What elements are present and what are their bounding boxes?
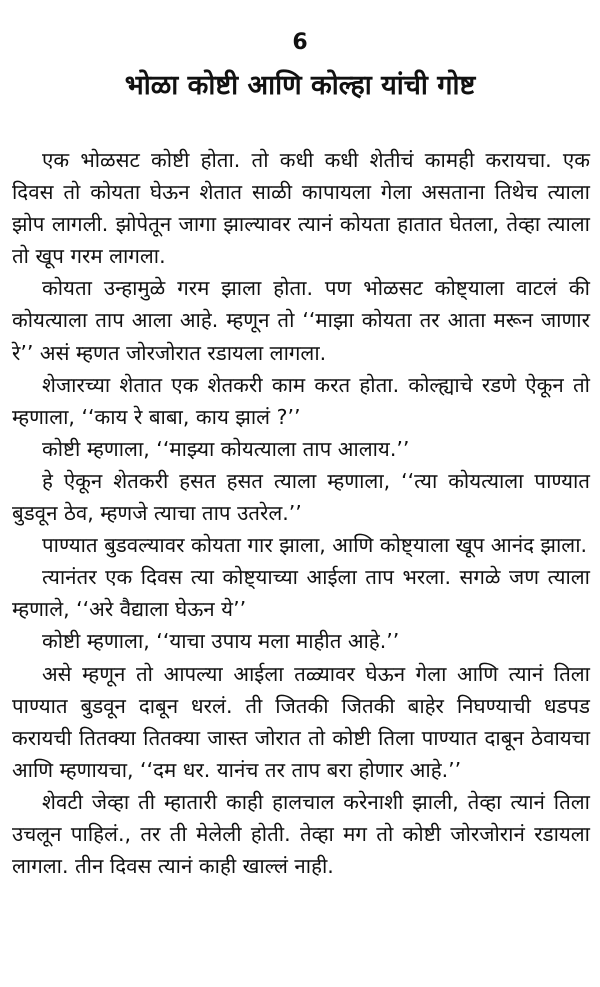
paragraph: कोष्टी म्हणाला, ‘‘माझ्या कोयत्याला ताप आलाय.’’ <box>42 436 410 461</box>
paragraph: कोयता उन्हामुळे गरम झाला होता. पण भोळसट कोष्ट्याला वाटलं की कोयत्याला ताप आला आहे. म्हणून तो ‘‘माझा कोयता तर आता मरून जाणार रे’’ असं म्हणत जोरजोरात रडायला लागला. <box>12 276 590 365</box>
paragraph: शेवटी जेव्हा ती म्हातारी काही हालचाल करेनाशी झाली, तेव्हा त्यानं तिला उचलून पाहिलं., तर ती मेलेली होती. तेव्हा मग तो कोष्टी जोरजोरानं रडायला लागला. तीन दिवस त्यानं काही खाल्लं नाही. <box>12 789 590 879</box>
paragraph: असे म्हणून तो आपल्या आईला तळ्यावर घेऊन गेला आणि त्यानं तिला पाण्यात बुडवून दाबून धरलं. ती जितकी जितकी बाहेर निघण्याची धडपड करायची तितक्या तितक्या जास्त जोरात तो कोष्टी तिला पाण्यात दाबून ठेवायचा आणि म्हणायचा, ‘‘दम धर. यानंच तर ताप बरा होणार आहे.’’ <box>12 661 590 782</box>
page-number: 6 <box>292 30 308 55</box>
story-title: भोळा कोष्टी आणि कोल्हा यांची गोष्ट <box>124 70 476 101</box>
story-body <box>12 144 590 882</box>
paragraph: कोष्टी म्हणाला, ‘‘याचा उपाय मला माहीत आहे.’’ <box>42 629 400 654</box>
paragraph: पाण्यात बुडवल्यावर कोयता गार झाला, आणि कोष्ट्याला खूप आनंद झाला. <box>42 533 588 558</box>
paragraph: हे ऐकून शेतकरी हसत हसत त्याला म्हणाला, ‘‘त्या कोयत्याला पाण्यात बुडवून ठेव, म्हणजे त्याचा ताप उतरेल.’’ <box>12 468 590 526</box>
paragraph: एक भोळसट कोष्टी होता. तो कधी कधी शेतीचं कामही करायचा. एक दिवस तो कोयता घेऊन शेतात साळी कापायला गेला असताना तिथेच त्याला झोप लागली. झोपेतून जागा झाल्यावर त्यानं कोयता हातात घेतला, तेव्हा त्याला तो खूप गरम लागला. <box>12 148 590 269</box>
paragraph: त्यानंतर एक दिवस त्या कोष्ट्याच्या आईला ताप भरला. सगळे जण त्याला म्हणाले, ‘‘अरे वैद्याला घेऊन ये’’ <box>12 565 590 622</box>
paragraph: शेजारच्या शेतात एक शेतकरी काम करत होता. कोल्ह्याचे रडणे ऐकून तो म्हणाला, ‘‘काय रे बाबा, काय झालं ?’’ <box>12 372 590 429</box>
